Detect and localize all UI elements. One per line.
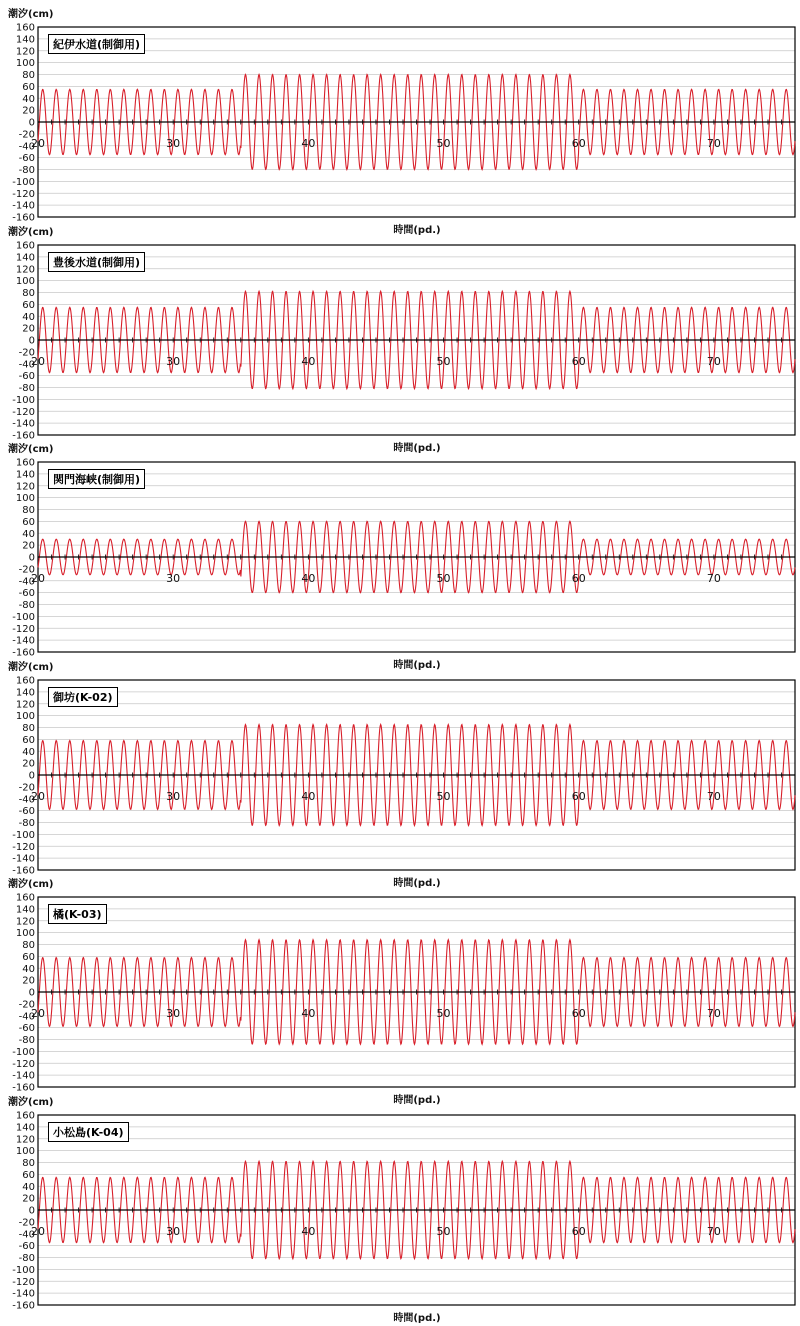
y-tick-label: 60 — [22, 951, 35, 963]
x-axis-label: 時間(pd.) — [393, 225, 441, 236]
y-tick-label: -20 — [18, 346, 35, 358]
x-tick-label: 50 — [436, 354, 451, 368]
y-tick-label: 80 — [22, 505, 35, 516]
y-tick-label: -120 — [12, 1276, 35, 1288]
station-title: 豊後水道(制御用) — [48, 252, 145, 272]
station-title: 紀伊水道(制御用) — [48, 34, 145, 54]
x-axis-label: 時間(pd.) — [393, 1095, 441, 1106]
y-tick-label: 0 — [28, 1205, 35, 1216]
x-tick-label: 30 — [166, 572, 181, 585]
y-tick-label: -40 — [18, 576, 35, 588]
x-tick-label: 70 — [706, 789, 721, 803]
y-tick-label: -160 — [12, 647, 35, 659]
y-tick-label: -120 — [12, 188, 35, 200]
y-tick-label: -100 — [12, 1046, 35, 1058]
y-tick-label: 60 — [22, 81, 35, 93]
x-tick-label: 40 — [301, 354, 316, 368]
x-tick-label: 30 — [166, 354, 181, 368]
y-tick-label: 160 — [15, 457, 35, 469]
tide-chart-4 — [0, 656, 800, 884]
x-tick-label: 40 — [301, 1224, 316, 1238]
y-tick-label: 20 — [22, 975, 35, 987]
y-tick-label: -140 — [12, 418, 35, 430]
y-tick-label: 60 — [22, 299, 35, 311]
x-tick-label: 40 — [301, 789, 316, 803]
x-tick-label: 20 — [31, 354, 45, 368]
x-tick-label: 70 — [706, 1224, 721, 1238]
y-tick-label: -80 — [18, 1252, 35, 1264]
x-tick-label: 70 — [706, 137, 721, 150]
x-tick-label: 20 — [31, 572, 45, 585]
y-tick-label: 40 — [22, 528, 35, 540]
y-tick-label: -160 — [12, 1082, 35, 1094]
y-tick-label: 100 — [15, 710, 35, 722]
y-tick-label: -80 — [18, 165, 35, 176]
y-tick-label: -60 — [18, 805, 35, 817]
y-tick-label: -60 — [18, 1023, 35, 1035]
y-tick-label: -40 — [18, 1228, 35, 1240]
y-tick-label: 0 — [28, 117, 35, 129]
y-tick-label: -60 — [18, 588, 35, 600]
y-tick-label: 20 — [22, 540, 35, 552]
y-tick-label: 80 — [22, 1157, 35, 1169]
y-tick-label: 140 — [15, 686, 35, 698]
y-tick-label: -160 — [12, 212, 35, 224]
x-tick-label: 30 — [166, 137, 181, 150]
y-tick-label: -60 — [18, 370, 35, 382]
y-tick-label: 160 — [15, 892, 35, 904]
y-tick-label: -20 — [18, 129, 35, 141]
x-tick-label: 50 — [436, 572, 451, 585]
y-tick-label: -100 — [12, 1264, 35, 1276]
y-tick-label: 100 — [15, 58, 35, 70]
y-tick-label: -140 — [12, 635, 35, 647]
x-tick-label: 50 — [436, 1007, 451, 1020]
y-tick-label: 60 — [22, 516, 35, 528]
x-tick-label: 70 — [706, 572, 721, 585]
y-tick-label: 0 — [28, 987, 35, 999]
y-tick-label: 0 — [28, 770, 35, 781]
y-axis-label: 潮汐(cm) — [8, 1096, 54, 1108]
y-tick-label: -80 — [18, 1035, 35, 1046]
y-tick-label: 0 — [28, 335, 35, 346]
y-tick-label: 140 — [15, 469, 35, 481]
y-tick-label: 140 — [15, 904, 35, 916]
station-title: 御坊(K-02) — [48, 687, 118, 707]
y-tick-label: -100 — [12, 611, 35, 623]
tide-chart-5 — [0, 873, 800, 1101]
y-tick-label: 40 — [22, 311, 35, 323]
x-tick-label: 70 — [706, 1007, 721, 1020]
y-tick-label: -140 — [12, 1288, 35, 1300]
y-tick-label: -80 — [18, 817, 35, 829]
y-tick-label: 20 — [22, 323, 35, 335]
x-tick-label: 40 — [301, 137, 316, 150]
x-tick-label: 20 — [31, 1224, 45, 1238]
y-tick-label: 120 — [15, 698, 35, 710]
x-tick-label: 60 — [571, 1224, 586, 1238]
x-tick-label: 30 — [166, 1007, 181, 1020]
station-title: 橘(K-03) — [48, 904, 107, 924]
y-tick-label: 80 — [22, 287, 35, 299]
y-tick-label: -40 — [18, 1011, 35, 1023]
x-tick-label: 20 — [31, 1007, 45, 1020]
y-tick-label: 100 — [15, 493, 35, 505]
y-tick-label: -100 — [12, 829, 35, 841]
y-tick-label: 20 — [22, 105, 35, 117]
x-axis-label: 時間(pd.) — [393, 660, 441, 671]
y-tick-label: -100 — [12, 176, 35, 188]
y-tick-label: 120 — [15, 481, 35, 493]
x-tick-label: 30 — [166, 789, 181, 803]
x-tick-label: 20 — [31, 137, 45, 150]
station-title: 関門海峡(制御用) — [48, 469, 145, 489]
y-tick-label: -80 — [18, 382, 35, 394]
y-tick-label: 100 — [15, 928, 35, 940]
y-tick-label: 40 — [22, 963, 35, 975]
x-tick-label: 30 — [166, 1224, 181, 1238]
y-tick-label: -40 — [18, 141, 35, 153]
x-tick-label: 20 — [31, 789, 45, 803]
y-tick-label: -60 — [18, 153, 35, 165]
y-tick-label: 0 — [28, 552, 35, 564]
x-tick-label: 70 — [706, 354, 721, 368]
x-tick-label: 60 — [571, 137, 586, 150]
y-tick-label: -140 — [12, 853, 35, 865]
y-tick-label: 120 — [15, 1133, 35, 1145]
y-tick-label: -120 — [12, 623, 35, 635]
y-tick-label: -140 — [12, 1070, 35, 1082]
y-tick-label: 120 — [15, 46, 35, 58]
y-tick-label: -20 — [18, 999, 35, 1011]
x-tick-label: 50 — [436, 137, 451, 150]
y-tick-label: 140 — [15, 34, 35, 46]
x-tick-label: 50 — [436, 789, 451, 803]
y-tick-label: 40 — [22, 746, 35, 758]
x-tick-label: 60 — [571, 789, 586, 803]
y-tick-label: -160 — [12, 430, 35, 441]
y-axis-label: 潮汐(cm) — [8, 226, 54, 238]
station-title: 小松島(K-04) — [48, 1122, 129, 1142]
y-tick-label: 60 — [22, 734, 35, 746]
x-axis-label: 時間(pd.) — [393, 1312, 441, 1324]
y-tick-label: 160 — [15, 240, 35, 251]
y-tick-label: -160 — [12, 865, 35, 876]
y-axis-label: 潮汐(cm) — [8, 661, 54, 673]
y-tick-label: -20 — [18, 564, 35, 576]
x-tick-label: 60 — [571, 354, 586, 368]
x-tick-label: 40 — [301, 1007, 316, 1020]
y-tick-label: 120 — [15, 263, 35, 275]
x-axis-label: 時間(pd.) — [393, 877, 441, 889]
y-tick-label: -120 — [12, 1058, 35, 1070]
y-tick-label: 160 — [15, 675, 35, 686]
y-tick-label: -160 — [12, 1300, 35, 1311]
y-tick-label: 80 — [22, 70, 35, 81]
y-tick-label: 100 — [15, 275, 35, 287]
y-tick-label: -80 — [18, 600, 35, 611]
y-tick-label: 60 — [22, 1169, 35, 1181]
y-tick-label: -140 — [12, 200, 35, 212]
y-axis-label: 潮汐(cm) — [8, 879, 54, 890]
x-tick-label: 40 — [301, 572, 316, 585]
x-tick-label: 60 — [571, 1007, 586, 1020]
y-tick-label: -20 — [18, 781, 35, 793]
y-tick-label: -40 — [18, 793, 35, 805]
y-tick-label: 80 — [22, 722, 35, 734]
y-tick-label: 160 — [15, 22, 35, 34]
x-tick-label: 50 — [436, 1224, 451, 1238]
y-tick-label: 160 — [15, 1110, 35, 1121]
y-axis-label: 潮汐(cm) — [8, 444, 54, 455]
x-axis-label: 時間(pd.) — [393, 442, 441, 454]
y-tick-label: 140 — [15, 251, 35, 263]
y-tick-label: -60 — [18, 1240, 35, 1252]
y-tick-label: 40 — [22, 1181, 35, 1193]
y-tick-label: -120 — [12, 406, 35, 418]
y-tick-label: 80 — [22, 940, 35, 951]
x-tick-label: 60 — [571, 572, 586, 585]
y-tick-label: 20 — [22, 1193, 35, 1205]
y-tick-label: 120 — [15, 916, 35, 928]
y-tick-label: -20 — [18, 1216, 35, 1228]
y-tick-label: 40 — [22, 93, 35, 105]
y-tick-label: 140 — [15, 1121, 35, 1133]
y-axis-label: 潮汐(cm) — [8, 9, 54, 20]
y-tick-label: 100 — [15, 1145, 35, 1157]
y-tick-label: -40 — [18, 358, 35, 370]
y-tick-label: 20 — [22, 758, 35, 770]
y-tick-label: -100 — [12, 394, 35, 406]
y-tick-label: -120 — [12, 841, 35, 853]
